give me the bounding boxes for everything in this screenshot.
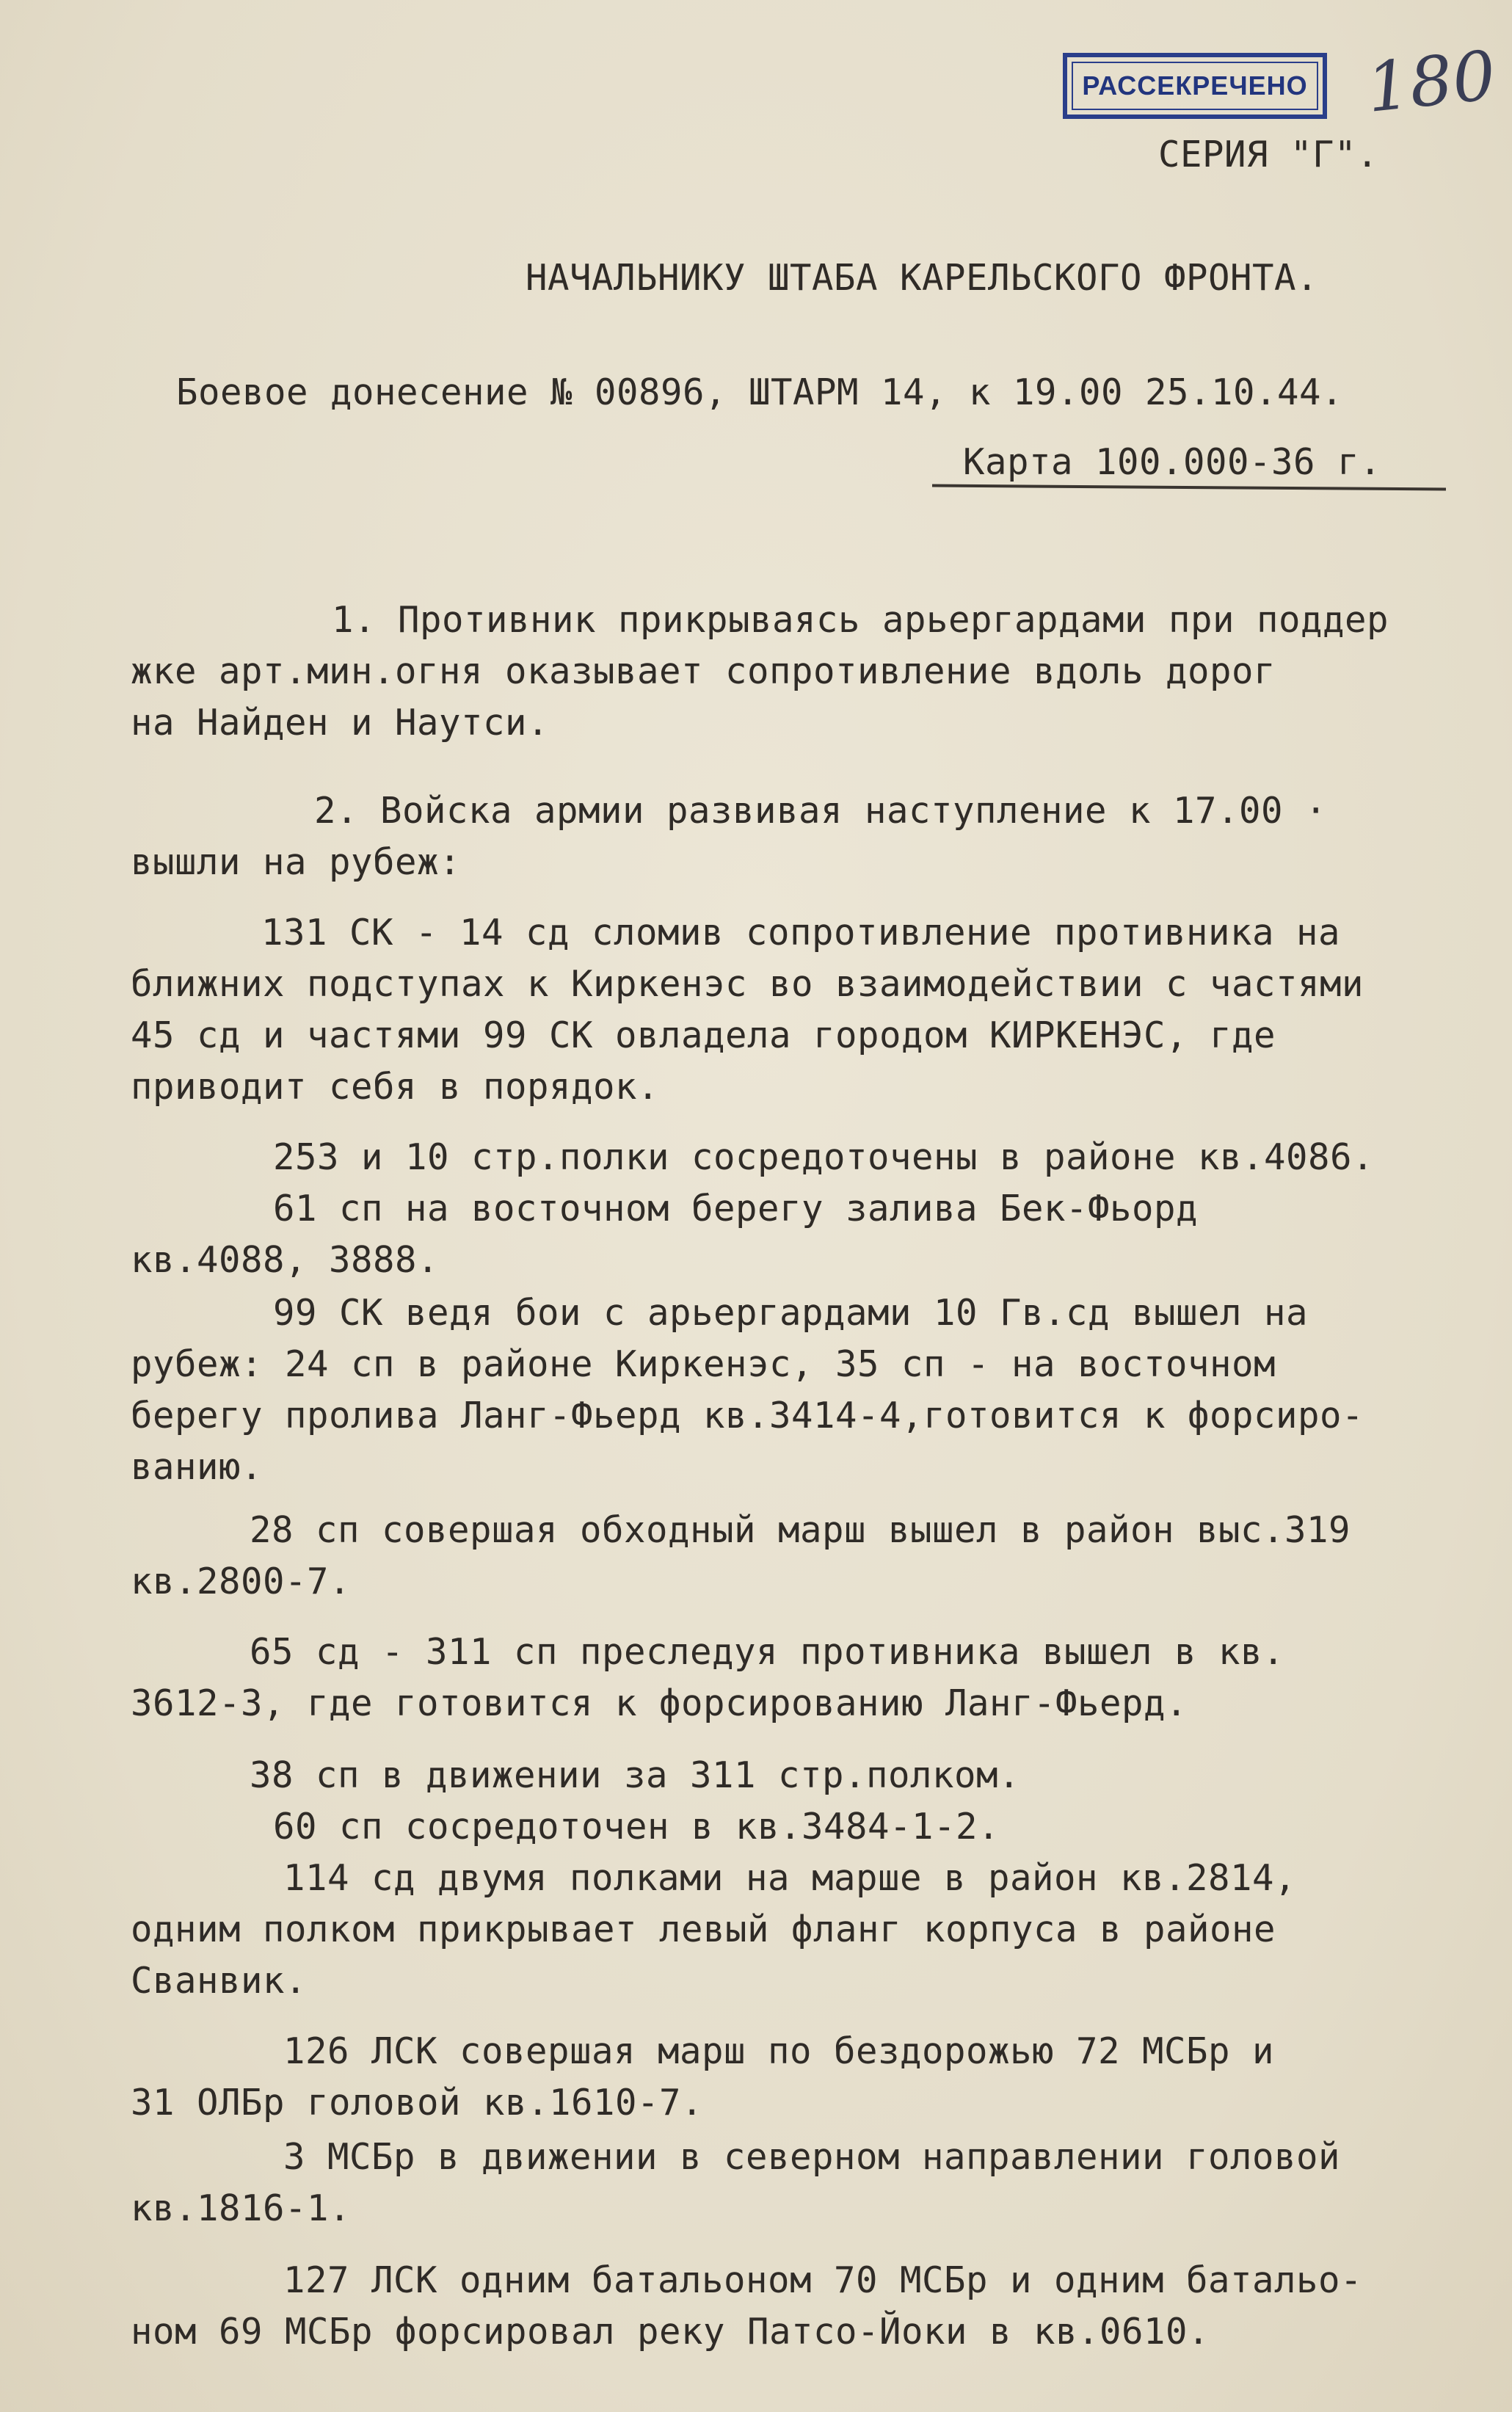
text-line: ближних подступах к Киркенэс во взаимодействии с частями — [131, 963, 1364, 1005]
text-line: 126 ЛСК совершая марш по бездорожью 72 МСБр и — [283, 2030, 1275, 2072]
text-line: 38 сп в движении за 311 стр.полком. — [250, 1754, 1021, 1796]
text-line: жке арт.мин.огня оказывает сопротивление вдоль дорог — [131, 650, 1276, 692]
text-line: рубеж: 24 сп в районе Киркенэс, 35 сп - на восточном — [131, 1343, 1276, 1385]
text-line: 127 ЛСК одним батальоном 70 МСБр и одним батальо- — [283, 2259, 1363, 2301]
text-line: 65 сд - 311 сп преследуя противника вышел в кв. — [250, 1631, 1285, 1673]
handwritten-page-number: 180 — [1362, 36, 1500, 128]
text-line: 3612-3, где готовится к форсированию Ланг-Фьерд. — [131, 1682, 1188, 1724]
text-line: Сванвик. — [131, 1960, 308, 2002]
text-line: 1. Противник прикрываясь арьергардами при поддер — [332, 599, 1389, 641]
text-line: ванию. — [131, 1446, 263, 1488]
text-line: одним полком прикрывает левый фланг корпуса в районе — [131, 1908, 1276, 1950]
stamp-text: РАССЕКРЕЧЕНО — [1072, 62, 1318, 110]
text-line: кв.4088, 3888. — [131, 1239, 440, 1281]
text-line: 131 СК - 14 сд сломив сопротивление противника на — [261, 912, 1341, 953]
text-line: 31 ОЛБр головой кв.1610-7. — [131, 2082, 704, 2124]
text-line: кв.2800-7. — [131, 1561, 352, 1602]
text-line: 60 сп сосредоточен в кв.3484-1-2. — [273, 1806, 1000, 1848]
text-line: 45 сд и частями 99 СК овладела городом КИРКЕНЭС, где — [131, 1014, 1276, 1056]
text-line: 99 СК ведя бои с арьергардами 10 Гв.сд вышел на — [273, 1292, 1309, 1334]
text-line: 61 сп на восточном берегу залива Бек-Фьорд — [273, 1188, 1199, 1229]
text-line: 2. Войска армии развивая наступление к 17.00 · — [314, 790, 1328, 832]
text-line: берегу пролива Ланг-Фьерд кв.3414-4,готовится к форсиро- — [131, 1395, 1364, 1436]
text-line: 253 и 10 стр.полки сосредоточены в районе кв.4086. — [273, 1136, 1375, 1178]
map-reference: Карта 100.000-36 г. — [963, 441, 1382, 483]
addressee: НАЧАЛЬНИКУ ШТАБА КАРЕЛЬСКОГО ФРОНТА. — [526, 257, 1319, 299]
text-line: 3 МСБр в движении в северном направлении головой — [283, 2136, 1341, 2178]
report-title: Боевое донесение № 00896, ШТАРМ 14, к 19.00 25.10.44. — [176, 371, 1344, 413]
text-line: вышли на рубеж: — [131, 841, 462, 883]
text-line: кв.1816-1. — [131, 2187, 352, 2229]
text-line: 114 сд двумя полками на марше в район кв.2814, — [283, 1857, 1297, 1899]
text-line: на Найден и Наутси. — [131, 702, 550, 744]
text-line: приводит себя в порядок. — [131, 1066, 660, 1108]
text-line: ном 69 МСБр форсировал реку Патсо-Йоки в кв.0610. — [131, 2311, 1210, 2353]
series-label: СЕРИЯ "Г". — [1158, 134, 1379, 175]
declassified-stamp — [1063, 53, 1327, 119]
map-reference-underline — [932, 484, 1446, 491]
text-line: 28 сп совершая обходный марш вышел в район выс.319 — [250, 1509, 1351, 1551]
